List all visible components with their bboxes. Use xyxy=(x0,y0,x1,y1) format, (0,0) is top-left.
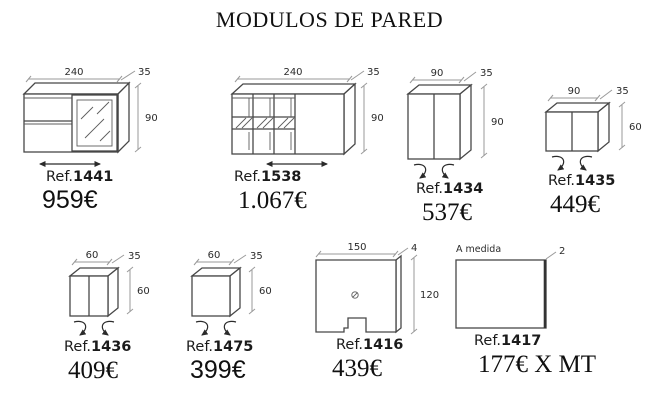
ref-label: Ref.1435 xyxy=(548,173,616,189)
panel-drawing-1417 xyxy=(448,240,598,334)
module-card-1434 xyxy=(400,64,508,226)
module-card-1417 xyxy=(448,240,598,378)
module-card-1436 xyxy=(58,248,170,384)
dim-height-label: 60 xyxy=(629,122,642,133)
dim-depth-label: 4 xyxy=(411,243,418,254)
dim-depth-label: 35 xyxy=(367,67,380,78)
price-label: 177€ X MT xyxy=(478,350,597,378)
dim-width-label: 240 xyxy=(283,67,303,78)
price-label: 409€ xyxy=(68,356,118,384)
ref-label: Ref.1441 xyxy=(46,169,114,185)
dim-depth-label: 35 xyxy=(138,67,151,78)
dim-width-label: 150 xyxy=(347,242,367,253)
module-card-1475 xyxy=(180,248,292,384)
dim-height-label: 60 xyxy=(137,286,150,297)
cabinet-drawing-1475 xyxy=(180,248,292,340)
dim-height-label: 120 xyxy=(420,290,440,301)
page-title: MODULOS DE PARED xyxy=(215,7,444,32)
module-card-1435 xyxy=(540,78,658,218)
module-card-1441 xyxy=(8,64,183,214)
price-label: 439€ xyxy=(332,354,382,382)
cabinet-drawing-1441 xyxy=(8,64,183,170)
module-card-1416 xyxy=(308,240,448,382)
price-label: 537€ xyxy=(422,198,472,226)
swing-arrows-icon xyxy=(196,321,236,335)
swing-arrows-icon xyxy=(74,321,114,335)
price-label: 399€ xyxy=(190,355,246,384)
module-card-1538 xyxy=(192,64,384,214)
dim-height-label: 90 xyxy=(371,113,384,124)
price-label: 959€ xyxy=(42,185,98,214)
ref-label: Ref.1417 xyxy=(474,333,542,349)
cabinet-drawing-1434 xyxy=(400,64,508,182)
dim-depth-label: 35 xyxy=(128,251,141,262)
ref-label: Ref.1434 xyxy=(416,181,484,197)
dim-width-label: 60 xyxy=(207,250,221,261)
price-label: 449€ xyxy=(550,190,600,218)
dim-width-label: 90 xyxy=(430,68,444,79)
dim-depth-label: 35 xyxy=(250,251,263,262)
dim-depth-label: 35 xyxy=(616,86,629,97)
ref-label: Ref.1475 xyxy=(186,339,254,355)
ref-label: Ref.1538 xyxy=(234,169,302,185)
dim-depth-label: 2 xyxy=(559,246,566,257)
size-label: A medida xyxy=(456,244,502,255)
cabinet-drawing-1436 xyxy=(58,248,170,340)
price-label: 1.067€ xyxy=(238,186,307,214)
dim-height-label: 60 xyxy=(259,286,272,297)
dim-width-label: 90 xyxy=(567,86,581,97)
dim-width-label: 240 xyxy=(64,67,84,78)
swing-arrows-icon xyxy=(414,164,454,178)
ref-label: Ref.1436 xyxy=(64,339,132,355)
dim-width-label: 60 xyxy=(85,250,99,261)
cabinet-drawing-1435 xyxy=(540,78,658,174)
dim-height-label: 90 xyxy=(145,113,158,124)
dim-depth-label: 35 xyxy=(480,68,493,79)
cabinet-drawing-1538 xyxy=(192,64,384,170)
swing-arrows-icon xyxy=(552,156,592,170)
panel-drawing-1416 xyxy=(308,240,448,338)
dim-height-label: 90 xyxy=(491,117,504,128)
ref-label: Ref.1416 xyxy=(336,337,404,353)
